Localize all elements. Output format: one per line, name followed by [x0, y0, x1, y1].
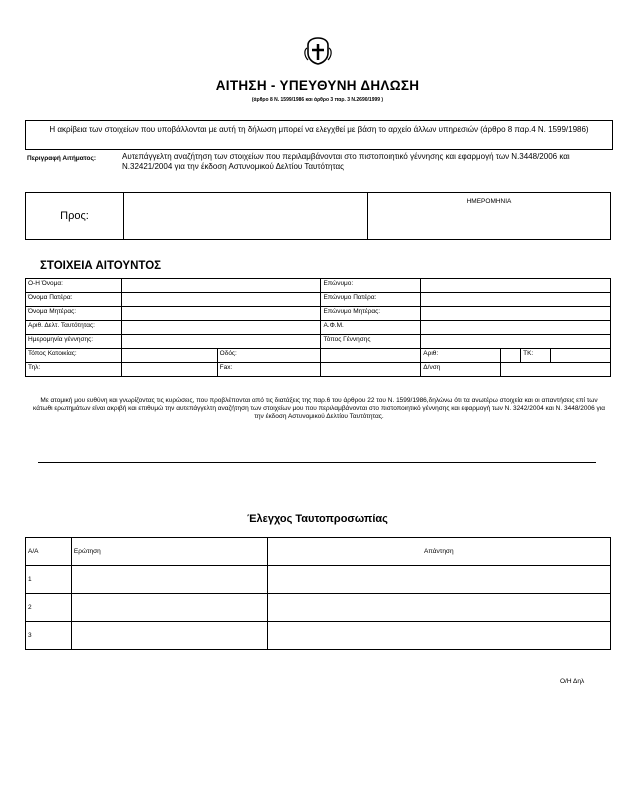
mother-surname-label: Επώνυμο Μητέρας:: [321, 307, 421, 321]
postal-code-label: ΤΚ:: [521, 349, 551, 363]
fax-field[interactable]: [321, 363, 421, 377]
surname-label: Επώνυμο:: [321, 279, 421, 293]
birth-place-field[interactable]: [421, 335, 611, 349]
page-subtitle: (άρθρο 8 Ν. 1599/1986 και άρθρο 3 παρ. 3 Ν.2690/1999 ): [251, 97, 384, 103]
answer-field[interactable]: [267, 594, 610, 622]
applicant-section-title: ΣΤΟΙΧΕΙΑ ΑΙΤΟΥΝΤΟΣ: [40, 260, 162, 272]
row-number: 2: [26, 594, 72, 622]
email-field[interactable]: [501, 363, 611, 377]
afm-label: Α.Φ.Μ.: [321, 321, 421, 335]
col-answer-header: Απάντηση: [267, 538, 610, 566]
street-field[interactable]: [321, 349, 421, 363]
postal-code-field[interactable]: [551, 349, 611, 363]
surname-field[interactable]: [421, 279, 611, 293]
name-field[interactable]: [121, 279, 321, 293]
answer-field[interactable]: [267, 566, 610, 594]
row-number: 1: [26, 566, 72, 594]
father-name-label: Όνομα Πατέρα:: [26, 293, 122, 307]
birth-place-label: Τόπος Γέννησης: [321, 335, 421, 349]
id-number-label: Αριθ. Δελτ. Ταυτότητας:: [26, 321, 122, 335]
residence-label: Τόπος Κατοικίας:: [26, 349, 122, 363]
page-title: ΑΙΤΗΣΗ - ΥΠΕΥΘΥΝΗ ΔΗΛΩΣΗ: [215, 78, 420, 93]
row-number: 3: [26, 622, 72, 650]
divider-line: [38, 462, 596, 463]
col-question-header: Ερώτηση: [71, 538, 267, 566]
phone-field[interactable]: [121, 363, 217, 377]
id-number-field[interactable]: [121, 321, 321, 335]
question-field[interactable]: [71, 566, 267, 594]
request-description-text: Αυτεπάγγελτη αναζήτηση των στοιχείων που περιλαμβάνονται στο πιστοποιητικό γέννησης και εφαρμογή των Ν.3448/2006 και Ν.32421/2004 για την έκδοση Αστυνομικού Δελτίου Ταυτότητας: [122, 152, 570, 171]
recipient-label: Προς:: [26, 193, 124, 239]
number-field[interactable]: [501, 349, 521, 363]
street-label: Οδός:: [217, 349, 321, 363]
mother-name-field[interactable]: [121, 307, 321, 321]
identity-check-title: Έλεγχος Ταυτοπροσωπίας: [247, 513, 388, 525]
question-field[interactable]: [71, 622, 267, 650]
father-surname-label: Επώνυμο Πατέρα:: [321, 293, 421, 307]
afm-field[interactable]: [421, 321, 611, 335]
birth-date-field[interactable]: [121, 335, 321, 349]
recipient-field[interactable]: [124, 193, 368, 239]
applicant-table: [25, 278, 611, 377]
recipient-box: [25, 192, 611, 240]
residence-field[interactable]: [121, 349, 217, 363]
request-description-label: Περιγραφή Αιτήματος:: [27, 155, 97, 162]
signatory-label: Ο/Η Δηλ: [560, 678, 585, 685]
declaration-text: Με ατομική μου ευθύνη και γνωρίζοντας τις κυρώσεις, που προβλέπονται από τις διατάξεις της παρ.6 του άρθρου 22 του Ν. 1599/1986,δηλώνω ότι τα ανωτέρω στοιχεία και οι απαντήσεις επί των κάτωθι ερωτημάτων είναι ακριβή και επιθυμώ την αυτεπάγγελτη αναζήτηση των στοιχείων μου που περιλαμβάνονται στο πιστοποιητικό γέννησης και εφαρμογή των Ν. 3242/2004 και Ν. 3448/2006 για την έκδοση Αστυνομικού Δελτίου Ταυτότητας.: [33, 397, 605, 420]
answer-field[interactable]: [267, 622, 610, 650]
question-field[interactable]: [71, 594, 267, 622]
fax-label: Fax:: [217, 363, 321, 377]
identity-check-table: [25, 537, 611, 650]
date-label[interactable]: ΗΜΕΡΟΜΗΝΙΑ: [466, 198, 512, 205]
mother-name-label: Όνομα Μητέρας:: [26, 307, 122, 321]
mother-surname-field[interactable]: [421, 307, 611, 321]
father-name-field[interactable]: [121, 293, 321, 307]
col-aa-header: Α/Α: [26, 538, 72, 566]
name-label: Ο-Η Όνομα:: [26, 279, 122, 293]
phone-label: Τηλ:: [26, 363, 122, 377]
number-label: Αριθ:: [421, 349, 501, 363]
accuracy-notice: Η ακρίβεια των στοιχείων που υποβάλλονται με αυτή τη δήλωση μπορεί να ελεγχθεί με βάση το αρχείο άλλων υπηρεσιών (άρθρο 8 παρ.4 Ν. 1599/1986): [25, 120, 613, 150]
birth-date-label: Ημερομηνία γέννησης:: [26, 335, 122, 349]
coat-of-arms-icon: [303, 36, 333, 66]
father-surname-field[interactable]: [421, 293, 611, 307]
email-label: Δ/νση: [421, 363, 501, 377]
